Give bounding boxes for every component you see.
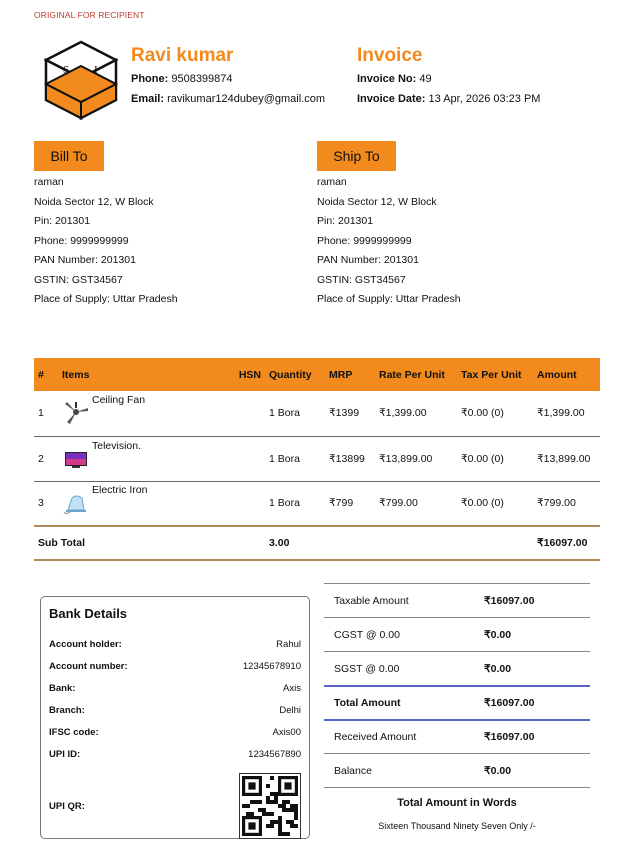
svg-text:S: S — [63, 64, 70, 76]
invoice-title: Invoice — [357, 45, 423, 66]
mrp-cell: ₹799 — [325, 481, 375, 526]
table-row — [34, 436, 600, 481]
seller-phone: Phone: 9508399874 — [131, 73, 233, 85]
bill-to-address: raman Noida Sector 12, W Block Pin: 201301 Phone: 9999999999 PAN Number: 201301 GSTIN: GST34567 Place of Supply: Uttar Pradesh — [34, 176, 178, 305]
bill-to-heading: Bill To — [34, 141, 104, 171]
column-header: # — [34, 358, 58, 391]
summary-row-received: Received Amount ₹16097.00 — [324, 719, 590, 753]
mrp-cell: ₹1399 — [325, 391, 375, 436]
invoice-number: Invoice No: 49 — [357, 73, 432, 85]
summary-row-sgst: SGST @ 0.00 ₹0.00 — [324, 651, 590, 685]
bank-row-upi-qr: UPI QR: — [49, 767, 301, 845]
rate-cell: ₹13,899.00 — [375, 436, 457, 481]
seller-name: Ravi kumar — [131, 45, 234, 66]
item-cell: Ceiling Fan — [58, 391, 226, 436]
subtotal-label: Sub Total — [34, 526, 265, 560]
iron-icon — [62, 490, 90, 516]
column-header: HSN — [226, 358, 265, 391]
table-row — [34, 391, 600, 436]
ship-to-heading: Ship To — [317, 141, 396, 171]
column-header: Items — [58, 358, 226, 391]
row-number: 3 — [34, 481, 58, 526]
tax-cell: ₹0.00 (0) — [457, 481, 533, 526]
amount-cell: ₹1,399.00 — [533, 391, 600, 436]
column-header: Tax Per Unit — [457, 358, 533, 391]
amount-cell: ₹13,899.00 — [533, 436, 600, 481]
rate-cell: ₹1,399.00 — [375, 391, 457, 436]
svg-text:I: I — [94, 64, 98, 76]
bank-row-account-number: Account number: 12345678910 — [49, 660, 301, 672]
tax-cell: ₹0.00 (0) — [457, 391, 533, 436]
amount-in-words-heading: Total Amount in Words — [397, 797, 517, 809]
bank-details-heading: Bank Details — [49, 606, 128, 621]
bank-row-branch: Branch: Delhi — [49, 704, 301, 716]
subtotal-amount: ₹16097.00 — [533, 526, 600, 560]
hsn-cell — [226, 391, 265, 436]
subtotal-quantity: 3.00 — [265, 526, 325, 560]
ship-to-address: raman Noida Sector 12, W Block Pin: 201301 Phone: 9999999999 PAN Number: 201301 GSTIN: GST34567 Place of Supply: Uttar Pradesh — [317, 176, 461, 305]
upi-qr-code — [239, 773, 301, 839]
subtotal-row — [34, 526, 600, 560]
bank-row-bank: Bank: Axis — [49, 682, 301, 694]
qr-pattern — [242, 776, 298, 836]
quantity-cell: 1 Bora — [265, 481, 325, 526]
ceiling-fan-icon — [62, 400, 90, 426]
row-number: 2 — [34, 436, 58, 481]
summary-row-taxable: Taxable Amount ₹16097.00 — [324, 583, 590, 617]
item-cell: Electric Iron — [58, 481, 226, 526]
television-icon — [62, 446, 90, 472]
column-header: Quantity — [265, 358, 325, 391]
table-header-row — [34, 358, 600, 391]
company-logo — [44, 40, 118, 120]
column-header: Rate Per Unit — [375, 358, 457, 391]
bank-row-upi-id: UPI ID: 1234567890 — [49, 748, 301, 760]
table-row — [34, 481, 600, 526]
item-cell: Television. — [58, 436, 226, 481]
amount-in-words: Sixteen Thousand Ninety Seven Only /- — [378, 821, 536, 831]
summary-row-balance: Balance ₹0.00 — [324, 753, 590, 787]
rate-cell: ₹799.00 — [375, 481, 457, 526]
amount-cell: ₹799.00 — [533, 481, 600, 526]
summary-row-cgst: CGST @ 0.00 ₹0.00 — [324, 617, 590, 651]
invoice-date: Invoice Date: 13 Apr, 2026 03:23 PM — [357, 93, 541, 105]
bank-row-account-holder: Account holder: Rahul — [49, 638, 301, 650]
mrp-cell: ₹13899 — [325, 436, 375, 481]
bank-row-ifsc: IFSC code: Axis00 — [49, 726, 301, 738]
column-header: Amount — [533, 358, 600, 391]
quantity-cell: 1 Bora — [265, 391, 325, 436]
tax-cell: ₹0.00 (0) — [457, 436, 533, 481]
hsn-cell — [226, 481, 265, 526]
seller-email: Email: ravikumar124dubey@gmail.com — [131, 93, 325, 105]
column-header: MRP — [325, 358, 375, 391]
row-number: 1 — [34, 391, 58, 436]
summary-row-total: Total Amount ₹16097.00 — [324, 685, 590, 719]
copy-label: ORIGINAL FOR RECIPIENT — [34, 10, 145, 20]
hsn-cell — [226, 436, 265, 481]
items-table — [34, 358, 600, 561]
bank-details-box — [40, 596, 310, 839]
quantity-cell: 1 Bora — [265, 436, 325, 481]
amount-summary — [324, 583, 590, 831]
